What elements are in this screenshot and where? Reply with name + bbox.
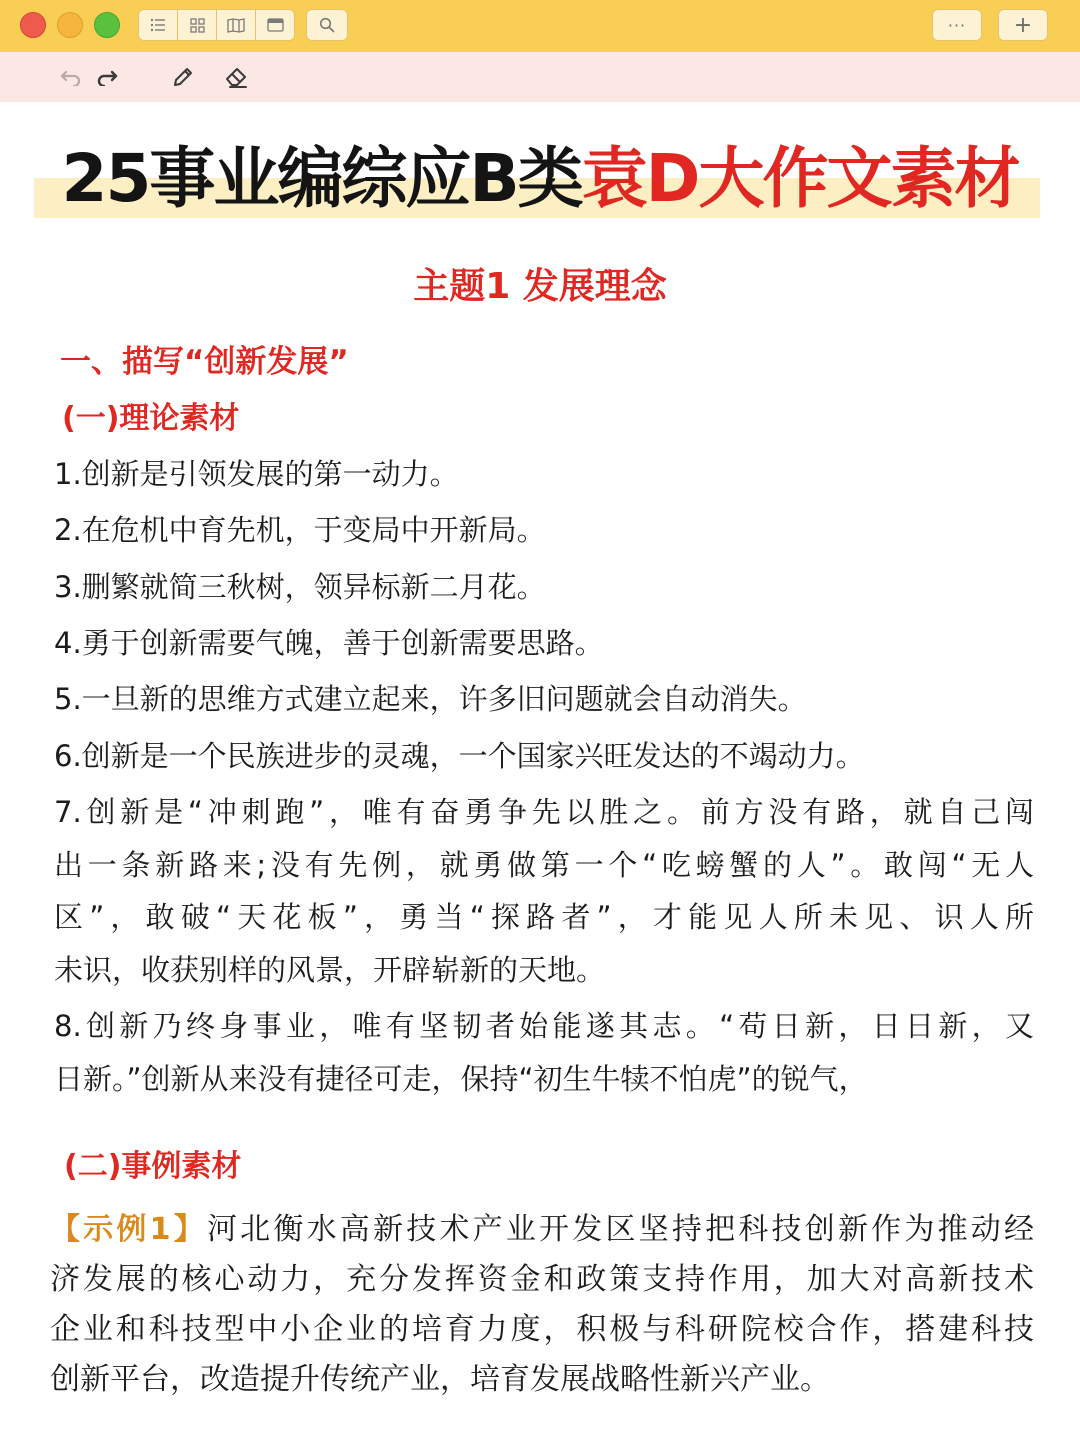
more-button[interactable]: ···: [932, 9, 982, 41]
pencil-tool-button[interactable]: [170, 64, 196, 90]
document-content: [0, 102, 1080, 1440]
paragraph-line: [50, 1205, 1034, 1255]
paragraph-line: 区”，敢破“天花板”，勇当“探路者”，才能见人所未见、识人所: [54, 900, 1034, 934]
paragraph-line: 日新。”创新从来没有捷径可走，保持“初生牛犊不怕虎”的锐气，: [54, 1061, 868, 1096]
redo-button[interactable]: [94, 64, 120, 90]
window-view-button[interactable]: [256, 10, 294, 40]
eraser-tool-button[interactable]: [224, 64, 250, 90]
theory-item-2: 2.在危机中育先机，于变局中开新局。: [54, 513, 546, 547]
theory-item-5: 5.一旦新的思维方式建立起来，许多旧问题就会自动消失。: [54, 682, 807, 716]
view-toolbar: [138, 9, 295, 41]
theory-item-4: 4.勇于创新需要气魄，善于创新需要思路。: [54, 626, 604, 660]
pencil-icon: [171, 65, 195, 89]
title-red-part: 袁D大作文素材: [581, 140, 1019, 217]
page-title: [0, 140, 1080, 217]
paragraph-line: 创新平台，改造提升传统产业，培育发展战略性新兴产业。: [50, 1362, 830, 1397]
search-button[interactable]: [306, 9, 348, 41]
example-tag: 【示例1】: [50, 1212, 207, 1247]
theory-item-8: [54, 1000, 1034, 1105]
eraser-icon: [224, 65, 250, 89]
book-view-button[interactable]: [217, 10, 256, 40]
paragraph-line: 8.创新乃终身事业，唯有坚韧者始能遂其志。“苟日新，日日新，又: [54, 1009, 1034, 1043]
window-icon: [267, 18, 284, 32]
paragraph-line: 出一条新路来;没有先例，就勇做第一个“吃螃蟹的人”。敢闯“无人: [54, 847, 1034, 882]
example-paragraph: [50, 1205, 1034, 1405]
paragraph-line: 济发展的核心动力，充分发挥资金和政策支持作用，加大对高新技术: [50, 1262, 1034, 1297]
book-icon: [227, 18, 245, 33]
theory-item-7: [54, 786, 1034, 996]
subsection-example-heading: (二)事例素材: [64, 1149, 242, 1184]
paragraph-line: 未识，收获别样的风景，开辟崭新的天地。: [54, 952, 606, 987]
search-icon: [319, 17, 335, 33]
grid-icon: [190, 18, 205, 33]
minimize-window-button[interactable]: [57, 12, 83, 38]
window-titlebar: [0, 0, 1080, 52]
list-icon: [150, 18, 166, 32]
title-black-part: 25事业编综应B类: [61, 140, 582, 217]
zoom-window-button[interactable]: [94, 12, 120, 38]
theory-item-3: 3.删繁就简三秋树，领异标新二月花。: [54, 570, 546, 604]
grid-view-button[interactable]: [178, 10, 217, 40]
paragraph-line: 7.创新是“冲刺跑”，唯有奋勇争先以胜之。前方没有路，就自己闯: [54, 795, 1034, 829]
edit-toolbar: [0, 52, 1080, 102]
example-text: 河北衡水高新技术产业开发区坚持把科技创新作为推动经: [206, 1212, 1035, 1247]
list-view-button[interactable]: [139, 10, 178, 40]
redo-icon: [96, 68, 118, 86]
undo-button[interactable]: [58, 64, 84, 90]
subsection-theory-heading: (一)理论素材: [62, 401, 240, 436]
theory-item-1: 1.创新是引领发展的第一动力。: [54, 457, 459, 491]
new-tab-button[interactable]: +: [998, 9, 1048, 41]
theory-item-6: 6.创新是一个民族进步的灵魂，一个国家兴旺发达的不竭动力。: [54, 739, 865, 773]
section-heading: 一、描写“创新发展”: [60, 344, 349, 380]
undo-icon: [60, 68, 82, 86]
topic-title: 主题1 发展理念: [413, 266, 667, 307]
paragraph-line: 企业和科技型中小企业的培育力度，积极与科研院校合作，搭建科技: [50, 1312, 1034, 1347]
close-window-button[interactable]: [20, 12, 46, 38]
